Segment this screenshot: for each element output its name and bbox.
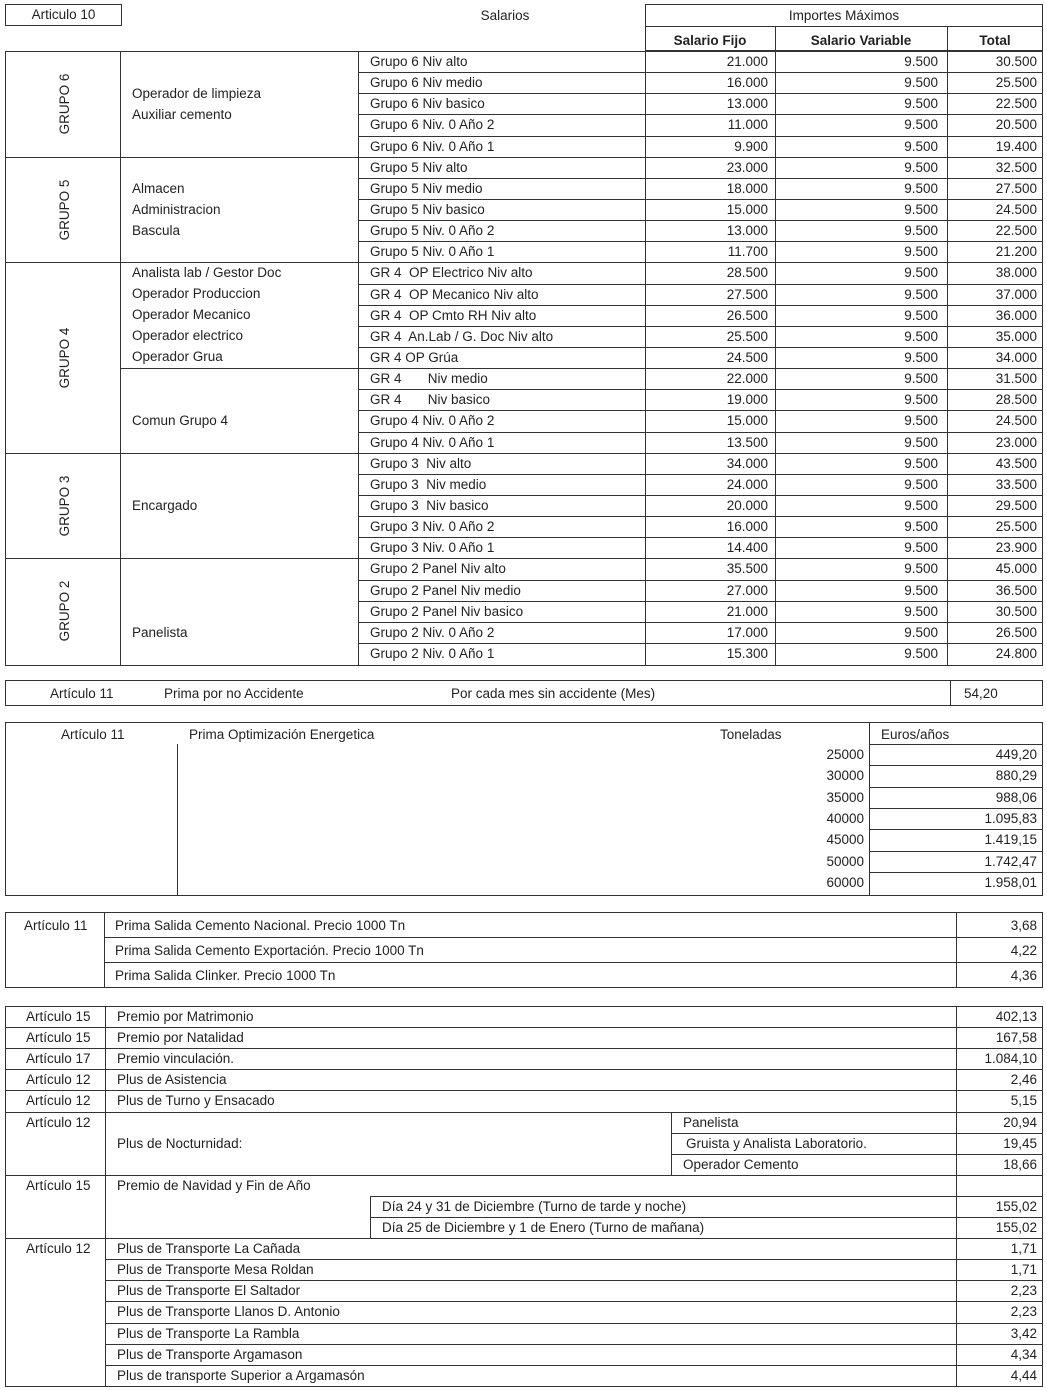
salida-left-divider [104, 912, 105, 988]
job-name: Operador electrico [132, 328, 244, 344]
salida-concept: Prima Salida Clinker. Precio 1000 Tn [115, 968, 336, 983]
salario-fijo-value: 13.000 [726, 223, 768, 238]
salario-fijo-value: 14.400 [726, 540, 768, 555]
total-value: 45.000 [995, 561, 1037, 576]
level-label: Grupo 3 Niv. 0 Año 2 [370, 519, 495, 534]
salario-variable-value: 9.500 [904, 202, 938, 217]
salario-variable-value: 9.500 [904, 413, 938, 428]
salario-variable-value: 9.500 [904, 371, 938, 386]
otros-concept: Premio vinculación. [117, 1051, 235, 1066]
total-value: 24.800 [995, 646, 1037, 661]
total-value: 24.500 [995, 202, 1037, 217]
otros-concept: Premio por Matrimonio [117, 1009, 254, 1024]
salario-variable-value: 9.500 [904, 329, 938, 344]
salario-fijo-value: 13.500 [726, 435, 768, 450]
transporte-concept: Plus de Transporte Argamason [117, 1347, 303, 1362]
total-value: 32.500 [995, 160, 1037, 175]
salida-row-line-2 [104, 962, 1043, 963]
total-value: 23.000 [995, 435, 1037, 450]
salario-variable-value: 9.500 [904, 350, 938, 365]
level-label: GR 4 OP Mecanico Niv alto [370, 287, 539, 302]
job-list [132, 410, 228, 431]
energetica-tons: 45000 [826, 832, 864, 847]
total-value: 34.000 [995, 350, 1037, 365]
salario-variable-value: 9.500 [904, 96, 938, 111]
job-name: Operador Grua [132, 349, 223, 365]
total-value: 25.500 [995, 519, 1037, 534]
level-label: Grupo 4 Niv. 0 Año 2 [370, 413, 495, 428]
salario-variable-value: 9.500 [904, 646, 938, 661]
level-label: Grupo 3 Niv basico [370, 498, 489, 513]
job-name: Administracion [132, 202, 221, 218]
col-salario-fijo: Salario Fijo [673, 33, 747, 48]
salario-variable-value: 9.500 [904, 244, 938, 259]
col-total: Total [979, 33, 1011, 48]
salario-fijo-value: 11.700 [727, 244, 768, 259]
energetica-tons: 40000 [826, 811, 864, 826]
salario-variable-value: 9.500 [904, 308, 938, 323]
level-label: Grupo 2 Panel Niv medio [370, 583, 521, 598]
group-label: GRUPO 4 [56, 327, 72, 389]
salida-value: 4,22 [1010, 943, 1037, 958]
salario-fijo-value: 24.500 [726, 350, 768, 365]
navidad-value: 155,02 [995, 1199, 1037, 1214]
total-value: 28.500 [995, 392, 1037, 407]
nocturnidad-label: Gruista y Analista Laboratorio. [686, 1136, 867, 1151]
salida-article: Artículo 11 [24, 918, 88, 933]
transporte-value: 3,42 [1010, 1326, 1037, 1341]
group-label: GRUPO 6 [56, 73, 72, 135]
transporte-value: 1,71 [1010, 1262, 1037, 1277]
salario-variable-value: 9.500 [904, 287, 938, 302]
level-label: Grupo 3 Niv medio [370, 477, 487, 492]
level-label: Grupo 6 Niv. 0 Año 1 [370, 139, 495, 154]
total-value: 36.000 [995, 308, 1037, 323]
otros-value: 5,15 [1010, 1093, 1037, 1108]
total-value: 30.500 [995, 604, 1037, 619]
job-name: Almacen [132, 181, 185, 196]
job-name: Comun Grupo 4 [132, 413, 229, 428]
salary-col-divider [120, 51, 121, 666]
nocturnidad-value: 20,94 [1003, 1115, 1037, 1130]
level-label: Grupo 4 Niv. 0 Año 1 [370, 435, 495, 450]
salario-fijo-value: 19.000 [726, 392, 768, 407]
salario-variable-value: 9.500 [904, 139, 938, 154]
salario-fijo-value: 22.000 [726, 371, 768, 386]
transporte-value: 4,44 [1010, 1368, 1037, 1383]
job-name: Auxiliar cemento [132, 107, 232, 123]
otros-article: Artículo 15 [26, 1009, 91, 1024]
otros-article: Artículo 12 [26, 1072, 91, 1087]
job-list [132, 83, 261, 125]
transporte-article: Artículo 12 [26, 1241, 91, 1256]
total-value: 38.000 [995, 265, 1037, 280]
salario-variable-value: 9.500 [904, 435, 938, 450]
total-value: 33.500 [995, 477, 1037, 492]
navidad-concept: Premio de Navidad y Fin de Año [117, 1178, 311, 1193]
energetica-tons-label: Toneladas [720, 727, 782, 742]
otros-concept: Plus de Asistencia [117, 1072, 227, 1087]
salario-variable-value: 9.500 [904, 160, 938, 175]
otros-value: 2,46 [1010, 1072, 1037, 1087]
transporte-concept: Plus de Transporte Mesa Roldan [117, 1262, 314, 1277]
transporte-value: 2,23 [1010, 1283, 1037, 1298]
level-label: Grupo 2 Panel Niv basico [370, 604, 524, 619]
level-label: Grupo 2 Niv. 0 Año 1 [370, 646, 495, 661]
group-line [5, 157, 358, 158]
salario-fijo-value: 21.000 [726, 54, 768, 69]
salario-variable-value: 9.500 [904, 498, 938, 513]
salario-variable-value: 9.500 [904, 223, 938, 238]
salario-fijo-value: 15.000 [726, 413, 768, 428]
total-value: 35.000 [995, 329, 1037, 344]
salida-concept: Prima Salida Cemento Nacional. Precio 1000 Tn [115, 918, 406, 933]
level-label: Grupo 5 Niv alto [370, 160, 468, 175]
level-label: Grupo 6 Niv medio [370, 75, 483, 90]
salario-variable-value: 9.500 [904, 117, 938, 132]
otros-concept: Plus de Turno y Ensacado [117, 1093, 275, 1108]
total-value: 37.000 [995, 287, 1037, 302]
job-name: Operador Produccion [132, 286, 261, 302]
total-value: 24.500 [995, 413, 1037, 428]
salario-fijo-value: 21.000 [726, 604, 768, 619]
level-label: Grupo 3 Niv alto [370, 456, 472, 471]
importes-maximos-label: Importes Máximos [788, 8, 900, 23]
salida-concept: Prima Salida Cemento Exportación. Precio 1000 Tn [115, 943, 424, 958]
salario-fijo-value: 15.000 [726, 202, 768, 217]
energetica-euros: 449,20 [995, 747, 1037, 762]
salario-variable-value: 9.500 [904, 392, 938, 407]
no-accidente-article: Artículo 11 [50, 686, 114, 701]
total-value: 36.500 [995, 583, 1037, 598]
salario-fijo-value: 17.000 [726, 625, 768, 640]
otros-value: 167,58 [995, 1030, 1037, 1045]
salario-variable-value: 9.500 [904, 75, 938, 90]
transporte-value: 1,71 [1010, 1241, 1037, 1256]
salario-variable-value: 9.500 [904, 456, 938, 471]
transporte-concept: Plus de Transporte Llanos D. Antonio [117, 1304, 340, 1319]
article-10-label: Articulo 10 [31, 7, 96, 22]
group-line [5, 558, 358, 559]
otros-article-divider [105, 1006, 106, 1387]
job-list [132, 495, 197, 516]
salario-fijo-value: 34.000 [726, 456, 768, 471]
importes-header-divider [645, 26, 1043, 27]
no-accidente-divider [950, 680, 951, 706]
transporte-concept: Plus de Transporte El Saltador [117, 1283, 301, 1298]
salario-fijo-value: 35.500 [726, 561, 768, 576]
col-salario-variable: Salario Variable [810, 33, 912, 48]
no-accidente-concept: Prima por no Accidente [164, 686, 304, 701]
level-label: Grupo 5 Niv medio [370, 181, 483, 196]
total-value: 43.500 [995, 456, 1037, 471]
energetica-left-divider [177, 744, 178, 896]
total-value: 22.500 [995, 223, 1037, 238]
salario-variable-value: 9.500 [904, 181, 938, 196]
salario-fijo-value: 15.300 [726, 646, 768, 661]
energetica-euros: 988,06 [995, 790, 1037, 805]
energetica-euros: 1.958,01 [984, 875, 1037, 890]
level-label: Grupo 6 Niv. 0 Año 2 [370, 117, 495, 132]
job-list [132, 262, 281, 367]
salario-variable-value: 9.500 [904, 561, 938, 576]
energetica-euros-label: Euros/años [881, 727, 950, 742]
energetica-concept: Prima Optimización Energetica [189, 727, 375, 742]
energetica-euros: 880,29 [995, 768, 1037, 783]
salario-variable-value: 9.500 [904, 604, 938, 619]
total-value: 27.500 [995, 181, 1037, 196]
level-label: GR 4 OP Cmto RH Niv alto [370, 308, 537, 323]
salario-fijo-value: 28.500 [726, 265, 768, 280]
salario-fijo-value: 16.000 [726, 75, 768, 90]
salida-row-line-1 [104, 937, 1043, 938]
total-value: 25.500 [995, 75, 1037, 90]
group-label: GRUPO 3 [56, 475, 72, 537]
job-name: Analista lab / Gestor Doc [132, 265, 282, 280]
group-label: GRUPO 5 [56, 179, 72, 241]
salario-fijo-value: 27.500 [726, 287, 768, 302]
group-line [5, 262, 358, 263]
salario-variable-value: 9.500 [904, 540, 938, 555]
energetica-euros: 1.095,83 [984, 811, 1037, 826]
nocturnidad-concept: Plus de Nocturnidad: [117, 1136, 243, 1151]
salario-variable-value: 9.500 [904, 625, 938, 640]
nocturnidad-divider [671, 1112, 672, 1175]
transporte-concept: Plus de Transporte La Rambla [117, 1326, 300, 1341]
otros-article: Artículo 17 [26, 1051, 91, 1066]
energetica-tons: 50000 [826, 854, 864, 869]
salario-fijo-value: 9.900 [734, 139, 768, 154]
salario-variable-value: 9.500 [904, 477, 938, 492]
salario-variable-value: 9.500 [904, 265, 938, 280]
level-label: GR 4 Niv basico [370, 392, 491, 407]
total-value: 29.500 [995, 498, 1037, 513]
energetica-tons: 35000 [826, 790, 864, 805]
nocturnidad-label: Panelista [683, 1115, 739, 1130]
salario-fijo-value: 11.000 [727, 117, 768, 132]
transporte-concept: Plus de Transporte La Cañada [117, 1241, 301, 1256]
total-value: 30.500 [995, 54, 1037, 69]
level-label: Grupo 5 Niv basico [370, 202, 485, 217]
salario-fijo-value: 16.000 [726, 519, 768, 534]
transporte-value: 4,34 [1010, 1347, 1037, 1362]
job-list [132, 178, 221, 241]
nocturnidad-article: Artículo 12 [26, 1115, 91, 1130]
salario-fijo-value: 25.500 [726, 329, 768, 344]
level-label: GR 4 An.Lab / G. Doc Niv alto [370, 329, 554, 344]
job-list [132, 622, 188, 643]
level-label: GR 4 OP Grúa [370, 350, 459, 365]
transporte-concept: Plus de transporte Superior a Argamasón [117, 1368, 365, 1383]
energetica-tons: 30000 [826, 768, 864, 783]
salario-fijo-value: 24.000 [726, 477, 768, 492]
navidad-label: Día 24 y 31 de Diciembre (Turno de tarde y noche) [382, 1199, 687, 1214]
no-accidente-description: Por cada mes sin accidente (Mes) [451, 686, 656, 701]
total-value: 23.900 [995, 540, 1037, 555]
energetica-tons: 60000 [826, 875, 864, 890]
job-name: Operador de limpieza [132, 86, 262, 101]
total-value: 22.500 [995, 96, 1037, 111]
salarios-label: Salarios [480, 8, 530, 23]
nocturnidad-value: 19,45 [1003, 1136, 1037, 1151]
navidad-article: Artículo 15 [26, 1178, 91, 1193]
salario-fijo-value: 13.000 [726, 96, 768, 111]
job-name: Operador Mecanico [132, 307, 251, 323]
level-label: Grupo 5 Niv. 0 Año 2 [370, 223, 495, 238]
otros-article: Artículo 12 [26, 1093, 91, 1108]
energetica-article: Artículo 11 [61, 727, 125, 742]
energetica-tons: 25000 [826, 747, 864, 762]
otros-value: 1.084,10 [984, 1051, 1037, 1066]
otros-article: Artículo 15 [26, 1030, 91, 1045]
otros-row-line [5, 1112, 1043, 1113]
salary-col-divider [358, 51, 359, 666]
level-label: Grupo 5 Niv. 0 Año 1 [370, 244, 495, 259]
total-value: 21.200 [995, 244, 1037, 259]
job-name: Panelista [132, 625, 188, 640]
salario-fijo-value: 20.000 [726, 498, 768, 513]
salida-value: 4,36 [1010, 968, 1037, 983]
energetica-euros: 1.419,15 [984, 832, 1037, 847]
salida-value: 3,68 [1010, 918, 1037, 933]
otros-value: 402,13 [995, 1009, 1037, 1024]
job-block-line [120, 368, 358, 369]
energetica-euros: 1.742,47 [984, 854, 1037, 869]
level-label: Grupo 2 Niv. 0 Año 2 [370, 625, 495, 640]
level-label: Grupo 6 Niv alto [370, 54, 468, 69]
total-value: 20.500 [995, 117, 1037, 132]
level-label: GR 4 Niv medio [370, 371, 488, 386]
salario-fijo-value: 18.000 [726, 181, 768, 196]
total-value: 31.500 [995, 371, 1037, 386]
transporte-value: 2,23 [1010, 1304, 1037, 1319]
level-label: GR 4 OP Electrico Niv alto [370, 265, 533, 280]
salario-variable-value: 9.500 [904, 519, 938, 534]
level-label: Grupo 2 Panel Niv alto [370, 561, 506, 576]
group-line [5, 453, 358, 454]
nocturnidad-value: 18,66 [1003, 1157, 1037, 1172]
salario-fijo-value: 23.000 [726, 160, 768, 175]
level-label: Grupo 3 Niv. 0 Año 1 [370, 540, 495, 555]
navidad-value: 155,02 [995, 1220, 1037, 1235]
level-label: Grupo 6 Niv basico [370, 96, 485, 111]
nocturnidad-label: Operador Cemento [683, 1157, 799, 1172]
job-name: Encargado [132, 498, 198, 513]
navidad-label: Día 25 de Diciembre y 1 de Enero (Turno de mañana) [382, 1220, 705, 1235]
group-label: GRUPO 2 [56, 580, 72, 642]
salario-fijo-value: 27.000 [726, 583, 768, 598]
total-value: 26.500 [995, 625, 1037, 640]
salario-fijo-value: 26.500 [726, 308, 768, 323]
salario-variable-value: 9.500 [904, 583, 938, 598]
otros-concept: Premio por Natalidad [117, 1030, 244, 1045]
no-accidente-value: 54,20 [964, 686, 998, 701]
job-name: Bascula [132, 223, 181, 239]
total-value: 19.400 [995, 139, 1037, 154]
salario-variable-value: 9.500 [904, 54, 938, 69]
